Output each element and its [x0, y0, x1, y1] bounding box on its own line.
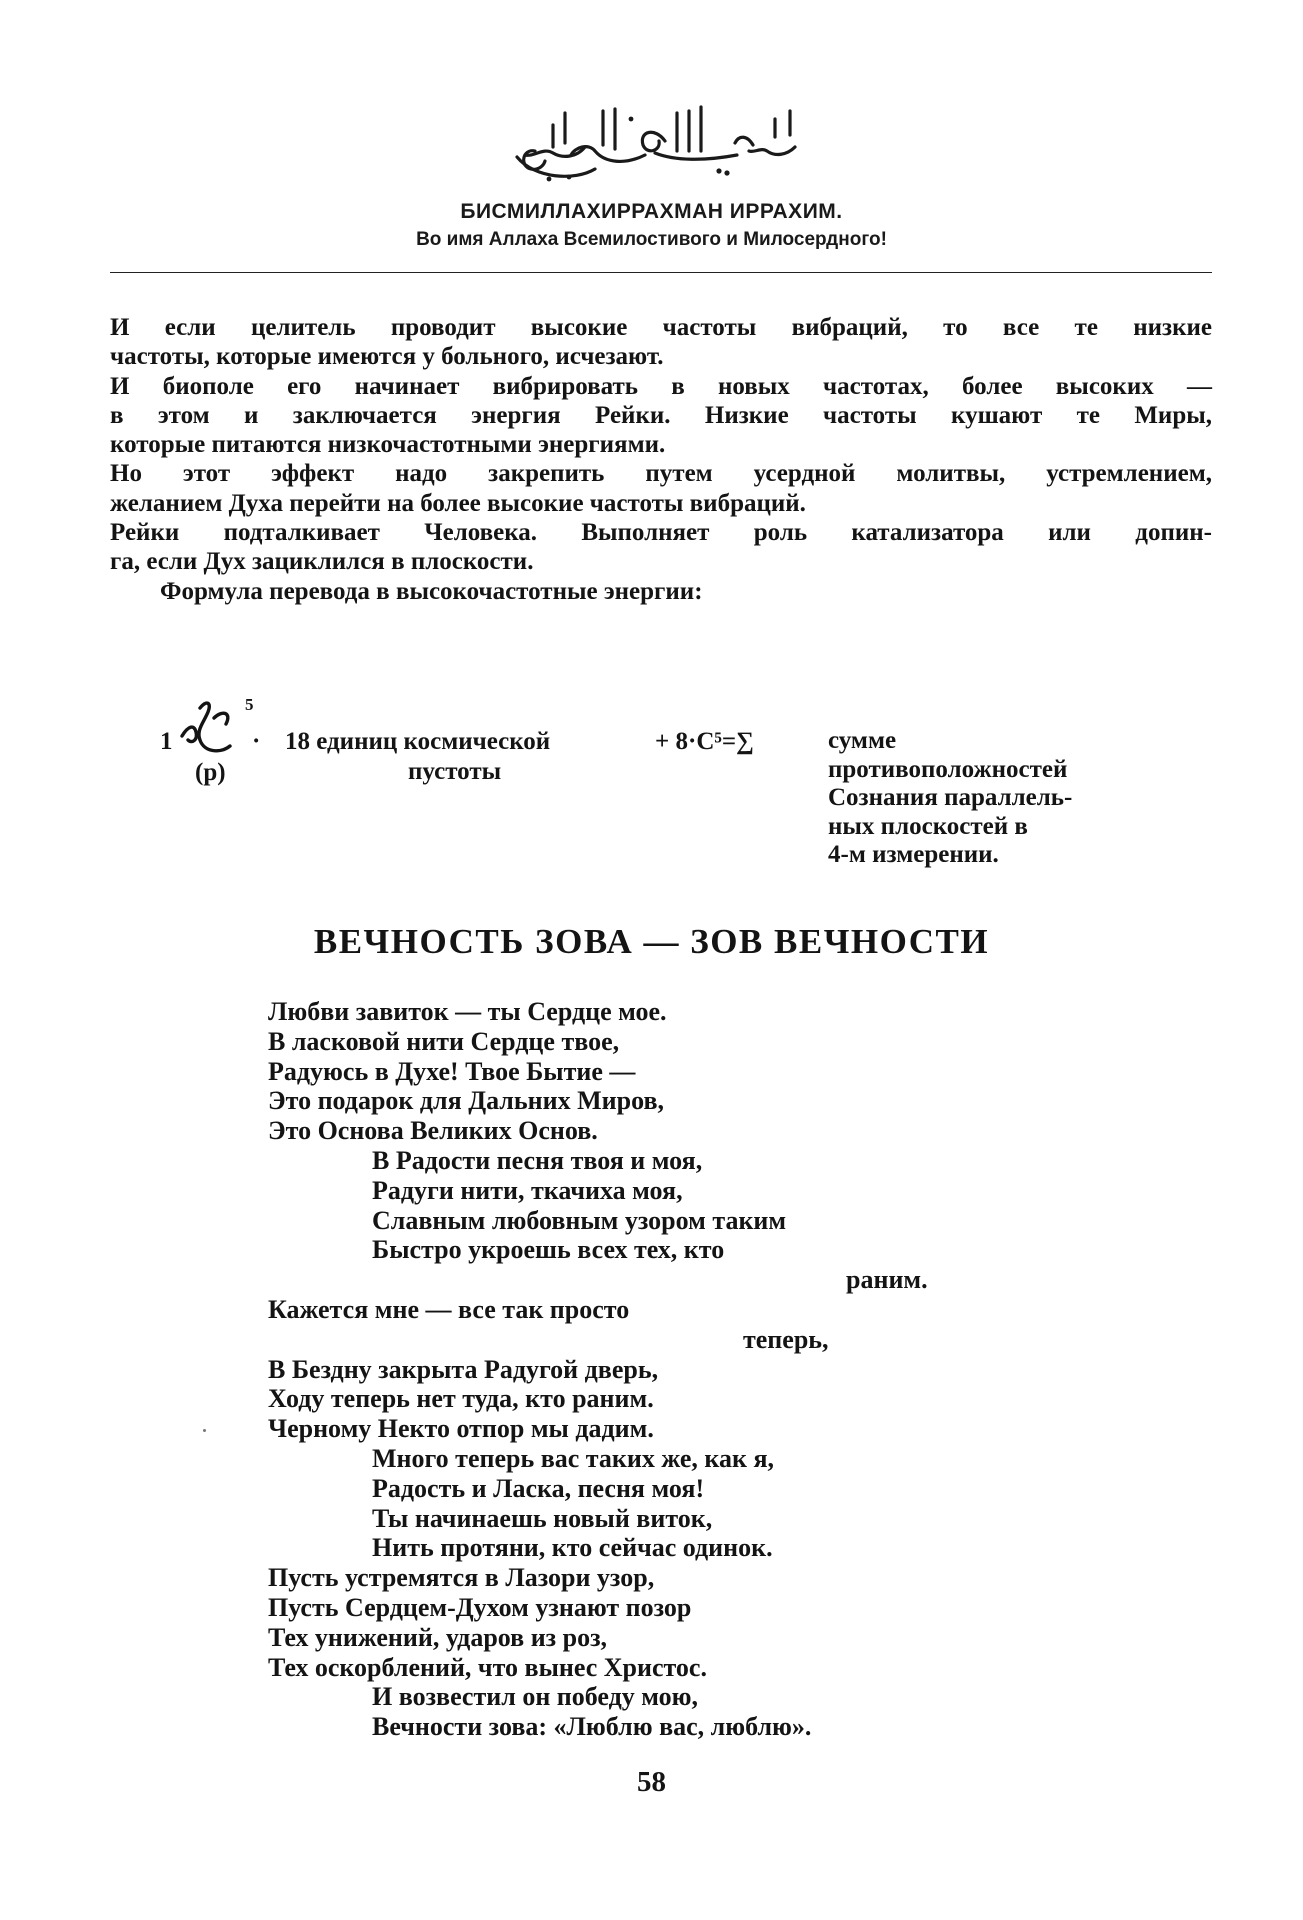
- formula-term-1-continued: пустоты: [408, 758, 502, 785]
- formula-term-1: 18 единиц космической: [285, 728, 551, 755]
- body-line: га, если Дух зациклился в плоскости.: [110, 548, 534, 576]
- poem-line: Это Основа Великих Основ.: [268, 1116, 598, 1146]
- poem-line: Кажется мне — все так просто: [268, 1294, 630, 1324]
- poem-line: Любви завиток — ты Сердце мое.: [268, 997, 667, 1026]
- poem-line: Нить протяни, кто сейчас одинок.: [372, 1533, 773, 1563]
- formula-term-2: + 8·C⁵=∑: [655, 728, 754, 755]
- bismillah-calligraphy: [505, 95, 805, 190]
- poem-line: Тех унижений, ударов из роз,: [268, 1622, 608, 1652]
- body-line: И если целитель проводит высокие частоты вибраций, то все те низкие: [110, 314, 1212, 341]
- poem-line: Радуги нити, ткачиха моя,: [372, 1175, 683, 1205]
- poem-line: Тех оскорблений, что вынес Христос.: [268, 1652, 707, 1682]
- poem-line: Черному Некто отпор мы дадим.: [268, 1414, 654, 1444]
- poem-line: В ласковой нити Сердце твое,: [268, 1026, 620, 1056]
- page-number: 58: [637, 1766, 666, 1798]
- formula-result-line: Сознания параллель-: [828, 784, 1073, 811]
- header-transliteration: БИСМИЛЛАХИРРАХМАН ИРРАХИМ.: [460, 200, 843, 223]
- poem-line: раним.: [846, 1265, 928, 1295]
- formula-script-symbol: [178, 696, 248, 766]
- poem-line: И возвестил он победу мою,: [372, 1682, 699, 1712]
- formula-coefficient: 1: [160, 728, 173, 755]
- header-translation: Во имя Аллаха Всемилостивого и Милосердного!: [416, 229, 887, 250]
- body-line: И биополе его начинает вибрировать в новых частотах, более высоких —: [110, 372, 1212, 400]
- poem-line: Радуюсь в Духе! Твое Бытие —: [268, 1056, 636, 1086]
- poem-line: Это подарок для Дальних Миров,: [268, 1086, 664, 1116]
- poem-title: ВЕЧНОСТЬ ЗОВА — ЗОВ ВЕЧНОСТИ: [313, 922, 990, 961]
- poem-line: Вечности зова: «Люблю вас, люблю».: [372, 1712, 812, 1742]
- body-line: в этом и заключается энергия Рейки. Низкие частоты кушают те Миры,: [110, 401, 1212, 429]
- body-line: Формула перевода в высокочастотные энергии:: [160, 577, 703, 605]
- body-line: Рейки подталкивает Человека. Выполняет роль катализатора или допин-: [110, 519, 1212, 547]
- formula-exponent: 5: [245, 695, 254, 714]
- body-line: желанием Духа перейти на более высокие частоты вибраций.: [110, 489, 806, 517]
- body-line: частоты, которые имеются у больного, исчезают.: [110, 343, 664, 371]
- poem-line: Ходу теперь нет туда, кто раним.: [268, 1384, 654, 1414]
- poem-line: Быстро укроешь всех тех, кто: [372, 1235, 725, 1265]
- poem-line: Пусть устремятся в Лазори узор,: [268, 1563, 655, 1593]
- poem-line: В Радости песня твоя и моя,: [372, 1145, 703, 1175]
- formula-result-line: сумме: [828, 727, 897, 754]
- body-line: Но этот эффект надо закрепить путем усердной молитвы, устремлением,: [110, 460, 1212, 488]
- header-divider: [110, 272, 1212, 273]
- formula-subscript: (р): [195, 759, 226, 786]
- formula-dot: ·: [252, 728, 261, 755]
- poem-line: Славным любовным узором таким: [372, 1205, 787, 1235]
- poem: [268, 997, 1028, 1742]
- poem-line: теперь,: [743, 1324, 829, 1354]
- print-speck: [203, 1429, 206, 1432]
- body-line: которые питаются низкочастотными энергиями.: [110, 431, 666, 459]
- poem-line: Ты начинаешь новый виток,: [372, 1503, 713, 1533]
- poem-line: Пусть Сердцем-Духом узнают позор: [268, 1592, 692, 1622]
- body-text: [110, 313, 1212, 606]
- poem-line: Радость и Ласка, песня моя!: [372, 1473, 705, 1503]
- poem-line: В Бездну закрыта Радугой дверь,: [268, 1354, 659, 1384]
- poem-line: Много теперь вас таких же, как я,: [372, 1443, 775, 1473]
- formula-result-line: 4-м измерении.: [828, 841, 999, 868]
- formula-result-line: противоположностей: [828, 755, 1068, 783]
- formula-result: [828, 727, 1072, 870]
- formula-result-line: ных плоскостей в: [828, 812, 1028, 840]
